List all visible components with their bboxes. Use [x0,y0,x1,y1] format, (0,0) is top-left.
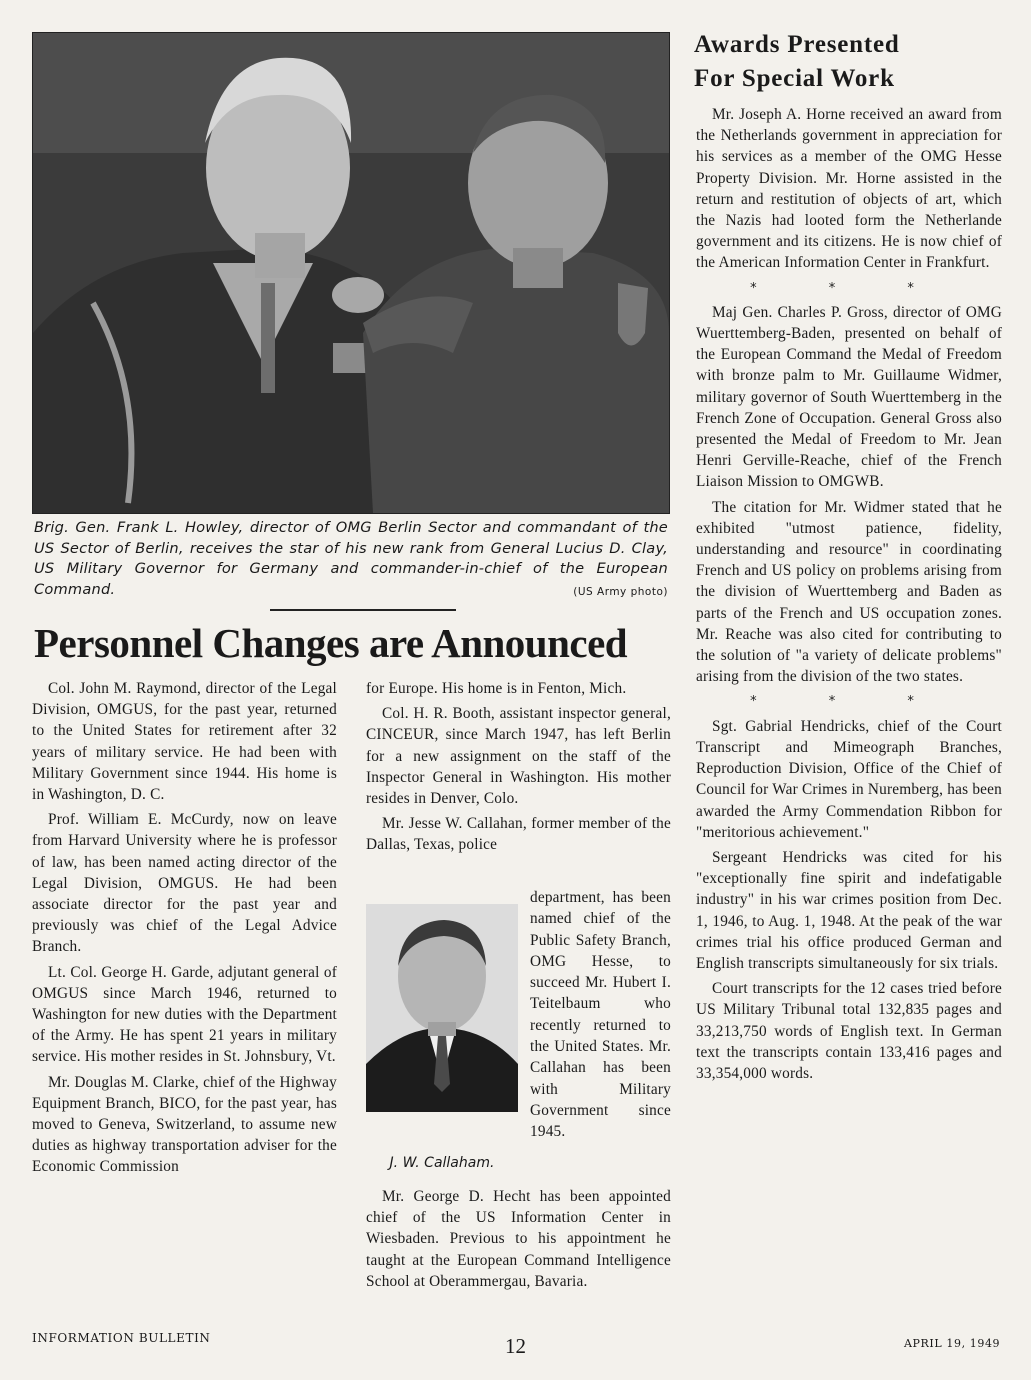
photo-caption: Brig. Gen. Frank L. Howley, director of OMG Berlin Sector and commandant of the US Sector of Berlin, receives the star of his new rank from General Lucius D. Clay, US Military Governor for Germany and commander-in-chief of the European Command. [34,519,668,598]
paragraph: Col. H. R. Booth, assistant inspector general, CINCEUR, since March 1947, has left Berlin for a new assignment on the staff of the Inspector General in Washington. His mother resides in Denver, Colo. [366,705,671,808]
photo-credit: (US Army photo) [573,586,668,598]
paragraph: Col. John M. Raymond, director of the Legal Division, OMGUS, for the past year, returned to the United States for retirement after 32 years of military service. He had been with Military Government since 1944. His home is in Washington, D. C. [32,680,337,804]
side-headline [694,28,1014,96]
paragraph: Mr. Douglas M. Clarke, chief of the Highway Equipment Branch, BICO, for the past year, has moved to Geneva, Switzerland, to assume new duties as highway transportation adviser for the Economic Commission [32,1073,337,1176]
paragraph: Court transcripts for the 12 cases tried before US Military Tribunal total 132,835 pages and 33,213,750 words of English text. In German text the transcripts contain 133,416 pages and 33,354,000 words. [696,980,1002,1082]
article-column-1 [32,678,337,1182]
main-photo [32,32,670,514]
article-column-2-wrap [530,887,671,1143]
portrait-caption: J. W. Callaham. [389,1155,495,1171]
article-column-2-bottom [366,1186,671,1296]
section-separator: * * * [750,694,948,710]
paragraph: for Europe. His home is in Fenton, Mich. [366,680,627,697]
paragraph: Mr. Jesse W. Callahan, former member of the Dallas, Texas, police [366,815,671,854]
divider-rule [270,609,456,611]
paragraph: Sergeant Hendricks was cited for his "exceptionally fine spirit and indefatigable industry" in his war crimes position from Dec. 1, 1946, to Aug. 1, 1948. At the peak of the war crimes trial his office produced German and English transcripts simultaneously for six trials. [696,848,1002,972]
paragraph: Maj Gen. Charles P. Gross, director of OMG Wuerttemberg-Baden, presented on behalf of the European Command the Medal of Freedom with bronze palm to Mr. Guillaume Widmer, military governor of South Wuerttemberg in the French Zone of Occupation. General Gross also presented the Medal of Freedom to Mr. Jean Henri Gerville-Reache, chief of the French Liaison Mission to OMGWB. [696,303,1002,491]
main-headline: Personnel Changes are Announced [34,620,628,666]
section-separator: * * * [750,280,948,296]
footer-date: APRIL 19, 1949 [904,1337,1001,1350]
article-column-3 [696,104,1002,1088]
portrait-illustration [366,904,518,1112]
footer-publication: INFORMATION BULLETIN [32,1331,211,1345]
paragraph: department, has been named chief of the Public Safety Branch, OMG Hesse, to succeed Mr. Hubert I. Teitelbaum who recently returned to the United States. Mr. Callahan has been with Military Government since 1945. [530,889,671,1141]
side-headline-line-1: Awards Presented [694,31,900,58]
side-headline-line-2: For Special Work [694,65,895,92]
paragraph: Lt. Col. George H. Garde, adjutant general of OMGUS since March 1946, returned to Washington for new duties with the Department of the Army. He has spent 21 years in military service. His mother resides in St. Johnsbury, Vt. [32,963,337,1066]
paragraph: Mr. Joseph A. Horne received an award from the Netherlands government in appreciation for his services as a member of the OMG Hesse Property Division. Mr. Horne assisted in the return and restitution of objects of art, which the Nazis had looted form the Netherlande government and its citizens. He is now chief of the American Information Center in Frankfurt. [696,106,1002,272]
article-column-2-top [366,678,671,860]
paragraph: The citation for Mr. Widmer stated that he exhibited "utmost patience, fidelity, understanding and resource" in coordinating French and US policy on problems arising from the division of Wuerttemberg and Baden as parts of the French and US occupation zones. Mr. Reache was also cited for contributing to the solution of "a variety of delicate problems" arising from the division of the two states. [696,498,1002,686]
page-number: 12 [505,1334,526,1358]
photo-illustration [33,33,669,513]
paragraph: Sgt. Gabrial Hendricks, chief of the Court Transcript and Mimeograph Branches, Reproduction Division, Office of the Chief of Council for War Crimes in Nuremberg, has been awarded the Army Commendation Ribbon for "meritorious achievement." [696,717,1002,841]
paragraph: Prof. William E. McCurdy, now on leave from Harvard University where he is professor of law, has been named acting director of the Legal Division, OMGUS. He had been associate director for the past year and previously was chief of the Legal Advice Branch. [32,811,337,956]
paragraph: Mr. George D. Hecht has been appointed chief of the US Information Center in Wiesbaden. Previous to his appointment he taught at the European Command Intelligence School at Oberammergau, Bavaria. [366,1188,671,1290]
portrait-photo [366,904,518,1112]
